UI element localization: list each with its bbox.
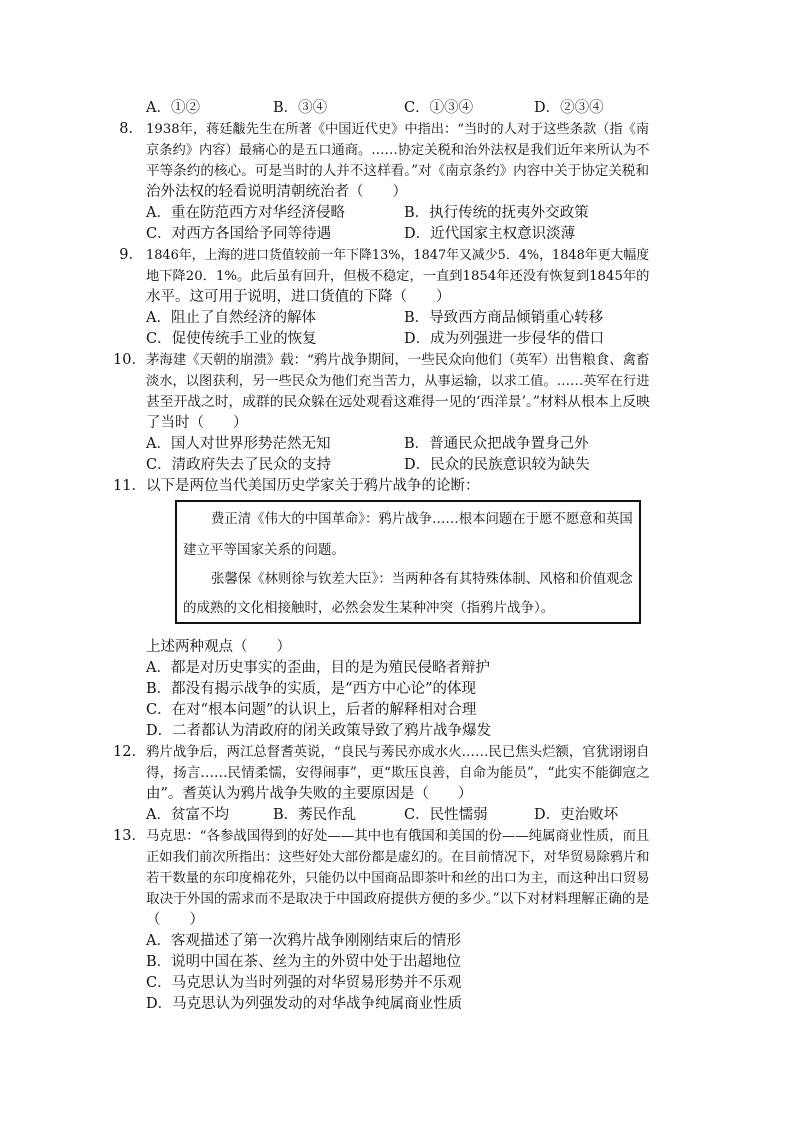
q12-stem-line: 由”。耆英认为鸦片战争失败的主要原因是（ ） <box>146 786 473 802</box>
q10-stem-line: 茅海建《天朝的崩溃》载：“鸦片战争期间，一些民众向他们（英军）出售粮食、禽畜 <box>146 353 650 368</box>
q13-stem-line: 正如我们前次所指出：这些好处大部份都是虚幻的。在目前情况下，对华贸易除鸦片和 <box>146 850 650 865</box>
q8-option-c: C．对西方各国给予同等待遇 <box>146 226 332 242</box>
q9-option-c: C．促使传统手工业的恢复 <box>146 331 317 347</box>
q8-option-b: B．执行传统的抚夷外交政策 <box>404 205 589 221</box>
q13-option-d: D．马克思认为列强发动的对华战争纯属商业性质 <box>146 996 463 1012</box>
q13-option-a: A．客观描述了第一次鸦片战争刚刚结束后的情形 <box>146 933 461 949</box>
q11-quote-line: 张馨保《林则徐与钦差大臣》：当两种各有其特殊体制、风格和价值观念 <box>211 572 633 587</box>
q9-stem-line: 地下降20．1%。此后虽有回升，但极不稳定，一直到1854年还没有恢复到1845年的 <box>146 269 650 284</box>
q8-option-a: A．重在防范西方对华经济侵略 <box>146 205 345 221</box>
q9-number: 9． <box>119 247 143 263</box>
q9-stem-line: 水平。这可用于说明，进口货值的下降（ ） <box>146 289 451 305</box>
q7-option-d: D．②③④ <box>534 100 604 116</box>
q11-stem: 上述两种观点（ ） <box>146 639 291 655</box>
q12-option-d: D．吏治败坏 <box>534 807 619 823</box>
q11-number: 11． <box>113 478 146 494</box>
q10-option-c: C．清政府失去了民众的支持 <box>146 457 332 473</box>
q13-option-c: C．马克思认为当时列强的对华贸易形势并不乐观 <box>146 975 462 991</box>
q11-option-a: A．都是对历史事实的歪曲，目的是为殖民侵略者辩护 <box>146 660 490 676</box>
q8-number: 8． <box>119 121 143 137</box>
q12-option-a: A．贫富不均 <box>146 807 229 823</box>
q9-option-b: B．导致西方商品倾销重心转移 <box>404 310 604 326</box>
q11-quote-line: 费正清《伟大的中国革命》：鸦片战争……根本问题在于愿不愿意和英国 <box>211 512 633 527</box>
q10-stem-line: 淡水，以图获利，另一些民众为他们充当苦力，从事运输，以求工值。……英军在行进 <box>146 374 650 389</box>
q13-number: 13． <box>113 828 146 844</box>
q11-option-b: B．都没有揭示战争的实质，是“西方中心论”的体现 <box>146 681 476 697</box>
q9-option-d: D．成为列强进一步侵华的借口 <box>404 331 605 347</box>
q10-option-b: B．普通民众把战争置身己外 <box>404 436 589 452</box>
q10-stem-line: 甚至开战之时，成群的民众躲在远处观看这难得一见的‘西洋景’。”材料从根本上反映 <box>146 394 650 410</box>
q10-number: 10． <box>113 352 146 368</box>
q12-option-c: C．民性懦弱 <box>404 807 488 823</box>
q12-stem-line: 鸦片战争后，两江总督耆英说，“良民与莠民亦成水火……民已焦头烂额，官犹诩诩自 <box>146 745 650 760</box>
q7-option-a: A．①② <box>146 100 200 116</box>
q11-quote-line: 的成熟的文化相接触时，必然会发生某种冲突（指鸦片战争）。 <box>183 600 555 616</box>
q13-stem-line: 取决于外国的需求而不是取决于中国政府提供方便的多少。”以下对材料理解正确的是 <box>146 891 650 907</box>
q9-option-a: A．阻止了自然经济的解体 <box>146 310 316 326</box>
q13-stem-line: 若干数量的东印度棉花外，只能仍以中国商品即茶叶和丝的出口为主，而这种出口贸易 <box>146 871 650 886</box>
q7-option-b: B．③④ <box>273 100 328 116</box>
q13-stem-line: （ ） <box>146 912 204 928</box>
q8-stem-line: 1938年，蒋廷黻先生在所著《中国近代史》中指出：“当时的人对于这些条款（指《南 <box>146 122 650 137</box>
q11-intro: 以下是两位当代美国历史学家关于鸦片战争的论断： <box>146 478 480 494</box>
q13-option-b: B．说明中国在茶、丝为主的外贸中处于出超地位 <box>146 954 462 970</box>
q10-stem-line: 了当时（ ） <box>146 415 248 431</box>
q11-option-c: C．在对“根本问题”的认识上，后者的解释相对合理 <box>146 702 477 718</box>
q8-option-d: D．近代国家主权意识淡薄 <box>404 226 576 242</box>
q8-stem-line: 平等条约的核心。可是当时的人并不这样看。”对《南京条约》内容中关于协定关税和 <box>146 163 650 179</box>
q8-stem-line: 治外法权的轻看说明清朝统治者（ ） <box>146 184 407 200</box>
q11-option-d: D．二者都认为清政府的闭关政策导致了鸦片战争爆发 <box>146 723 492 739</box>
q12-stem-line: 得，扬言……民情柔懦，安得闹事”，更“欺压良善，自命为能员”，“此实不能御寇之 <box>146 765 650 781</box>
q9-stem-line: 1846年，上海的进口货值较前一年下降13%，1847年又减少5．4%，1848年更大幅度 <box>146 248 650 263</box>
q12-option-b: B．莠民作乱 <box>273 807 357 823</box>
q11-quote-line: 建立平等国家关系的问题。 <box>183 542 345 558</box>
q12-number: 12． <box>113 744 146 760</box>
q11-quote-box <box>175 500 641 624</box>
q7-option-c: C．①③④ <box>404 100 474 116</box>
q10-option-d: D．民众的民族意识较为缺失 <box>404 457 590 473</box>
q8-stem-line: 京条约》内容）最痛心的是五口通商。……协定关税和治外法权是我们近年来所认为不 <box>146 143 650 158</box>
q13-stem-line: 马克思：“各参战国得到的好处——其中也有俄国和美国的份——纯属商业性质，而且 <box>146 829 650 844</box>
q10-option-a: A．国人对世界形势茫然无知 <box>146 436 331 452</box>
